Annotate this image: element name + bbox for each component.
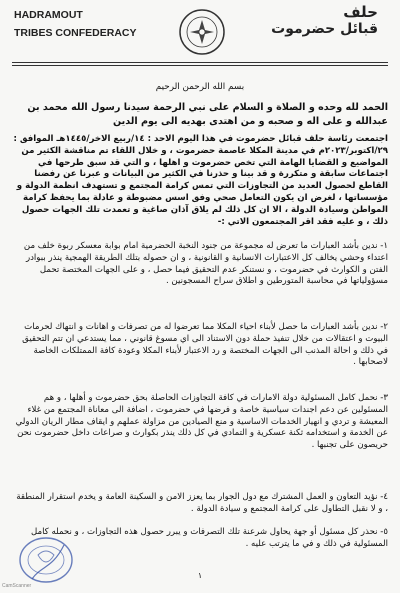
org-name-ar-line2: قبائل حضرموت xyxy=(271,21,378,37)
official-stamp xyxy=(18,535,74,585)
resolution-item-1: ١- ندين بأشد العبارات ما تعرض له مجموعة من جنود النخبة الحضرمية امام بوابة معسكر ربوة خلف من اعتداء وحشي يخالف كل الاعتبارات الانسانية و القانونية ، و ان حصوله بتلك الطريقة الهمجية ينذر ببوادر الفتن و الكوارث في حضرموت ، و نستنكر عدم التحقيق فيما حصل ، و على الجهات المختصة تحمل مسؤولياتها في محاسبة المتورطين و اطلاق سراح المسجونين . xyxy=(23,241,388,287)
resolution-item-2: ٢- ندين بأشد العبارات ما حصل لأبناء احياء المكلا مما تعرضوا له من تصرفات و اهانات و انتهاك لحرمات البيوت و اعتقالات من خلال تنفيذ حملة دون الاستناد الى اي مسوغ قانوني ، مما يستدعي ان تتم التحقيق في ذلك و احالة المذنب الى الجهات المختصة و رد الاعتبار لأبناء المكلا وعودة كافة الممتلكات الخاصة لاصحابها . xyxy=(22,322,388,368)
resolution-item-3: ٣- نحمل كامل المسئولية دولة الامارات في كافة التجاوزات الحاصلة بحق حضرموت و أهلها ، و هم المسئولين عن دعم اجندات سياسية خاصة و فرضها في حضرموت ، اضافة الى معاناة المجتمع من غلاء المعيشة و تردي و انهيار الخدمات الاساسية و منع الصيادين من مزاولة عملهم و ايقاف مطار الريان الدولي عن الخدمة و استخدامه ثكنة عسكرية و التمادي في كل ذلك ينذر بكوارث و صراعات داخل حضرموت نحن حريصون على تجنبها . xyxy=(15,393,388,451)
basmala: بسم الله الرحمن الرحيم xyxy=(155,82,245,92)
letterhead-english xyxy=(14,6,164,42)
header-rule-top xyxy=(12,62,388,63)
org-name-ar-line1: حلف xyxy=(343,3,378,21)
intro-paragraph: اجتمعت رئاسة حلف قبائل حضرموت في هذا اليوم الاحد : ١٤/ربيع الاخر/١٤٤٥هـ الموافق : ٢٩/اكتوبر/٢٠٢٣م في مدينة المكلا عاصمة حضرموت ، و خلال اللقاء تم مناقشة الكثير من المواضيع و القضايا الهامة التي تخص حضرموت و اهلها ، و التي قد سبق طرحها في اجتماعات سابقة و متكررة و قد بينا و حذرنا في الكثير من البيانات و عبرنا عن رفضنا القاطع لحصول العديد من التجاوزات التي تمس كرامة المجتمع و تستهدف انظمة الدولة و مؤسساتها ، لغرض ان يكون التعامل صحي وفق اسس مضبوطة و عادلة بما يحفظ كرامة المواطن وسيادة الدولة ، الا ان كل ذلك لم يلاق آذان صاغية و تعمدت تلك الجهات حصول ذلك ، و عليه فقد اقر المجتمعون الاتي :- xyxy=(13,134,388,227)
scanner-watermark: CamScanner xyxy=(2,583,32,589)
letterhead-arabic xyxy=(248,4,378,38)
header-rule-bottom xyxy=(12,65,388,66)
page-number: ١ xyxy=(197,571,203,580)
org-name-en-line1: HADRAMOUT xyxy=(14,9,83,21)
org-name-en-line2: TRIBES CONFEDERACY xyxy=(14,27,137,39)
resolution-item-4: ٤- نؤيد التعاون و العمل المشترك مع دول الجوار بما يعزز الامن و السكينة العامة و يخدم استقرار المنطقة ، و لا نقبل التطاول على كرامة المجتمع و سيادة الدولة . xyxy=(16,492,388,514)
confederacy-logo xyxy=(178,8,226,56)
resolution-item-5: ٥- نحذر كل مسئول أو جهة يحاول شرعنة تلك التصرفات و يبرر حصول هذه التجاوزات ، و نحمله كامل المسئولية في ذلك و في ما يترتب عليه . xyxy=(30,527,388,549)
opening-praise: الحمد لله وحده و الصلاة و السلام على نبي الرحمة سيدنا رسول الله محمد بن عبدالله و على اله و صحبه و من اهتدى بهديه الى يوم الدين xyxy=(27,102,388,127)
